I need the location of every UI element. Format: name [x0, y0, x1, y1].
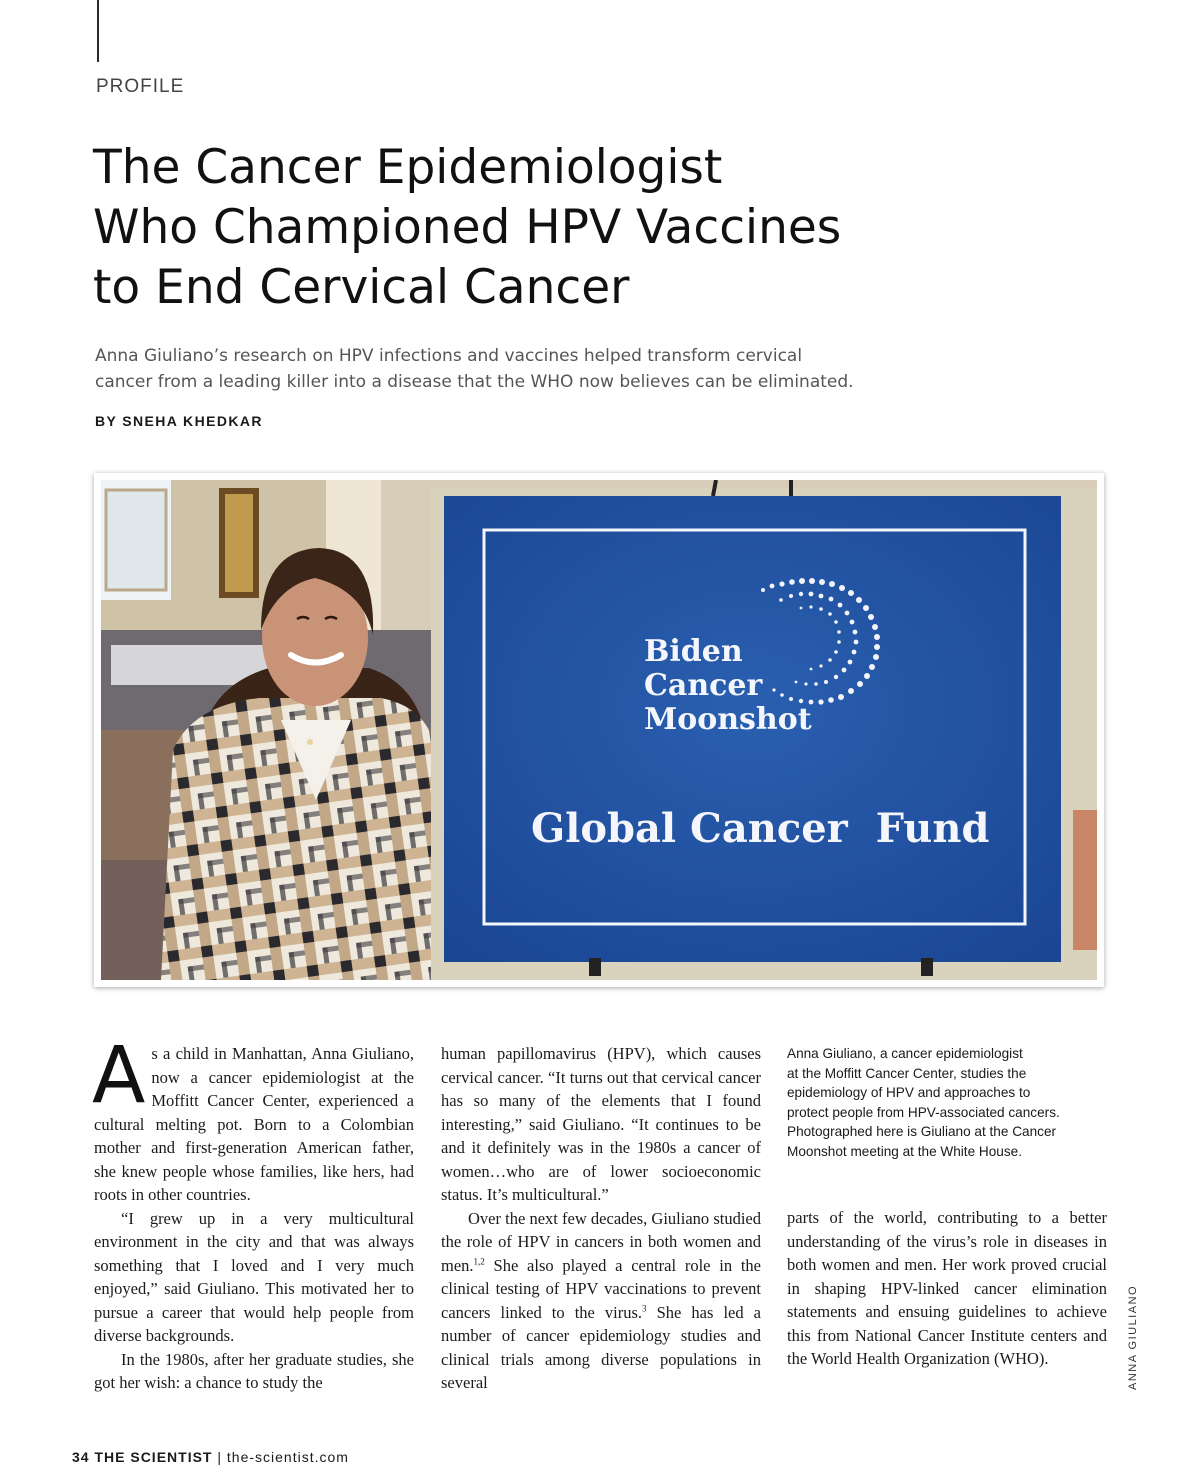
photo-frame — [94, 473, 1104, 987]
headline-line: to End Cervical Cancer — [93, 260, 630, 315]
body-column-2 — [441, 1042, 761, 1395]
profile-photo — [101, 480, 1097, 980]
byline: BY SNEHA KHEDKAR — [95, 413, 263, 429]
photo-credit: ANNA GIULIANO — [1127, 1284, 1139, 1390]
paragraph: In the 1980s, after her graduate studies, she got her wish: a chance to study the — [94, 1349, 414, 1392]
website-link[interactable]: the-scientist.com — [226, 1449, 349, 1465]
headline-line: Who Championed HPV Vaccines — [93, 200, 842, 255]
caption-line: at the Moffitt Cancer Center, studies the — [787, 1065, 1027, 1081]
headline-line: The Cancer Epidemiologist — [93, 140, 723, 195]
page-number: 34 — [72, 1449, 90, 1465]
paragraph: human papillomavirus (HPV), which causes cervical cancer. “It turns out that cervical cancer has so many of the elements that I found interesting,” said Giuliano. “It continues to be and it definitely was in the 1980s a cancer of women…who are of lower socioeconomic status. It’s multicultural.” — [441, 1044, 761, 1204]
body-column-3 — [787, 1206, 1107, 1371]
paragraph: “I grew up in a very multicultural environment in the city and that was always something that I loved and I very much enjoyed,” said Giuliano. This motivated her to pursue a career that would help people from diverse backgrounds. — [94, 1208, 414, 1345]
publication-name: THE SCIENTIST — [94, 1449, 213, 1465]
footnote-ref: 1,2 — [473, 1256, 485, 1266]
paragraph — [441, 1207, 761, 1395]
dek-line: Anna Giuliano’s research on HPV infections and vaccines helped transform cervical — [95, 346, 803, 366]
paragraph-text: Over the next few decades, Giuliano studied the role of HPV in cancers in both women and men. — [441, 1208, 761, 1275]
paragraph-text: She has led a number of cancer epidemiology studies and clinical trials among diverse populations in several — [441, 1302, 761, 1392]
headline — [93, 138, 993, 318]
sign-line-moonshot: Moonshot — [644, 702, 812, 737]
page-footer — [72, 1449, 349, 1465]
caption-line: Photographed here is Giuliano at the Cancer — [787, 1124, 1057, 1139]
body-column-1 — [92, 1031, 414, 1395]
caption-line: Anna Giuliano, a cancer epidemiologist — [787, 1046, 1023, 1061]
caption-line: protect people from HPV-associated cancers. — [787, 1104, 1060, 1120]
section-label: PROFILE — [96, 76, 185, 97]
caption-line: epidemiology of HPV and approaches to — [787, 1085, 1031, 1100]
dek-line: cancer from a leading killer into a disease that the WHO now believes can be eliminated. — [95, 372, 854, 392]
footnote-ref: 3 — [642, 1303, 647, 1313]
footer-separator: | — [217, 1449, 223, 1465]
top-rule — [97, 0, 99, 62]
photo-caption — [787, 1044, 1117, 1161]
paragraph: parts of the world, contributing to a better understanding of the virus’s role in diseases in both women and men. Her work proved crucial in shaping HPV-linked cancer elimination statements and ensuing guidelines to achieve this from National Cancer Institute centers and the World Health Organization (WHO). — [787, 1208, 1107, 1368]
sign-line-cancer: Cancer — [644, 668, 763, 703]
sign-global-cancer-fund: Global Cancer Fund — [531, 805, 990, 852]
paragraph — [92, 1031, 414, 1207]
caption-line: Moonshot meeting at the White House. — [787, 1143, 1022, 1159]
dek — [95, 343, 1055, 395]
sign-line-biden: Biden — [644, 634, 743, 669]
dropcap: A — [92, 1031, 146, 1121]
paragraph-text: She also played a central role in the clinical testing of HPV vaccinations to prevent cancers linked to the virus. — [441, 1255, 761, 1322]
paragraph-text: s a child in Manhattan, Anna Giuliano, now a cancer epidemiologist at the Moffitt Cancer Center, experienced a cultural melting pot. Born to a Colombian mother and first-generation American father, she knew people whose families, like hers, had roots in other countries. — [94, 1044, 414, 1204]
